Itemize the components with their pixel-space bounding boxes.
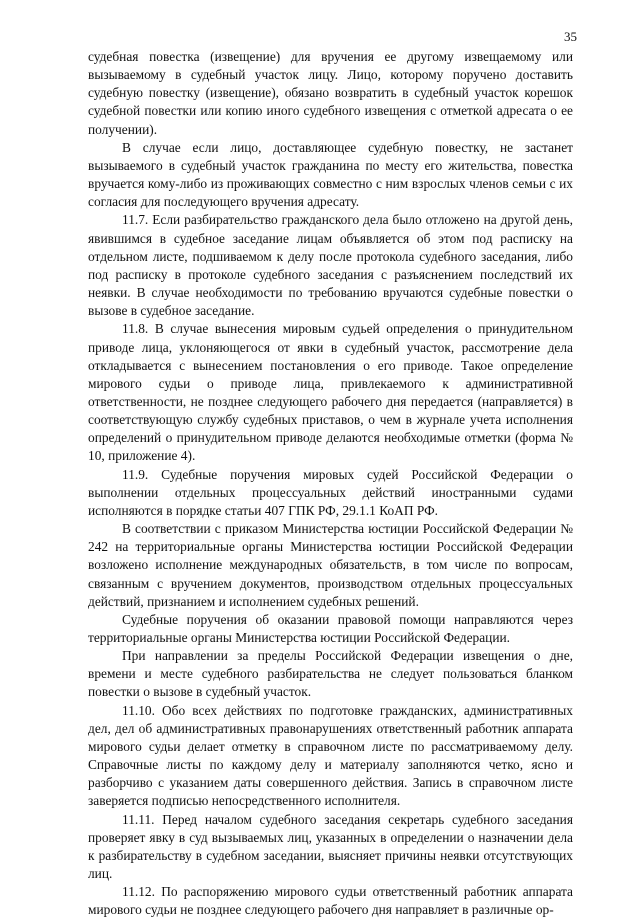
paragraph-11-12: 11.12. По распоряжению мирового судьи ответственный работник аппарата мирового судьи не позднее следующего рабочего дня направляет в различные ор- <box>88 884 573 918</box>
page-number: 35 <box>564 29 577 44</box>
paragraph-legal-assistance: Судебные поручения об оказании правовой помощи направляются через территориальные органы Министерства юстиции Российской Федерации. <box>88 611 573 645</box>
paragraph-11-9: 11.9. Судебные поручения мировых судей Российской Федерации о выполнении отдельных процессуальных действий иностранными судами исполняются в порядке статьи 407 ГПК РФ, 29.1.1 КоАП РФ. <box>88 466 573 518</box>
paragraph-abroad-notice: При направлении за пределы Российской Федерации извещения о дне, времени и месте судебного разбирательства не следует пользоваться бланком повестки о вызове в судебный участок. <box>88 648 573 700</box>
paragraph-delivery-to-family: В случае если лицо, доставляющее судебную повестку, не застанет вызываемого в судебный участок гражданина по месту его жительства, повестка вручается кому-либо из проживающих совместно с ним взрослых членов семьи с их согласия для последующего вручения адресату. <box>88 139 573 210</box>
paragraph-ministry-order: В соответствии с приказом Министерства юстиции Российской Федерации № 242 на территориальные органы Министерства юстиции Российской Федерации возложено исполнение международных обязательств, в том числе по вопросам, связанным с вручением документов, производством отдельных процессуальных действий, признанием и исполнением судебных решений. <box>88 521 573 609</box>
paragraph-11-7: 11.7. Если разбирательство гражданского дела было отложено на другой день, явившимся в судебное заседание лицам объявляется об этом под расписку на отдельном листе, подшиваемом к делу после протокола судебного заседания, либо под расписку в протоколе судебного заседания с разъяснением последствий их неявки. В случае необходимости по требованию вручаются судебные повестки о вызове в судебное заседание. <box>88 212 573 319</box>
page-body <box>88 48 573 920</box>
paragraph-11-10: 11.10. Обо всех действиях по подготовке гражданских, административных дел, дел об административных правонарушениях ответственный работник аппарата мирового судьи делает отметку в справочном листе по рассматриваемому делу. Справочные листы по каждому делу и материалу заполняются четко, ясно и разборчиво с указанием даты совершенного действия. Запись в справочном листе заверяется подписью непосредственного исполнителя. <box>88 702 573 809</box>
paragraph-continuation: судебная повестка (извещение) для вручения ее другому извещаемому или вызываемому в судебный участок лицу. Лицо, которому поручено доставить судебную повестку (извещение), обязано возвратить в судебный участок корешок судебной повестки или копию иного судебного извещения с отметкой адресата о ее получении). <box>88 49 573 137</box>
paragraph-11-8: 11.8. В случае вынесения мировым судьей определения о принудительном приводе лица, уклоняющегося от явки в судебный участок, рассмотрение дела откладывается с вынесением постановления о его приводе. Такое определение мирового судьи о приводе лица, привлекаемого к административной ответственности, не позднее следующего рабочего дня передается (направляется) в соответствующую службу судебных приставов, о чем в журнале учета исполнения определений о принудительном приводе делаются необходимые отметки (форма № 10, приложение 4). <box>88 321 573 464</box>
paragraph-11-11: 11.11. Перед началом судебного заседания секретарь судебного заседания проверяет явку в суд вызываемых лиц, указанных в определении о назначении дела к разбирательству в судебном заседании, выясняет причины неявки отсутствующих лиц. <box>88 811 573 882</box>
